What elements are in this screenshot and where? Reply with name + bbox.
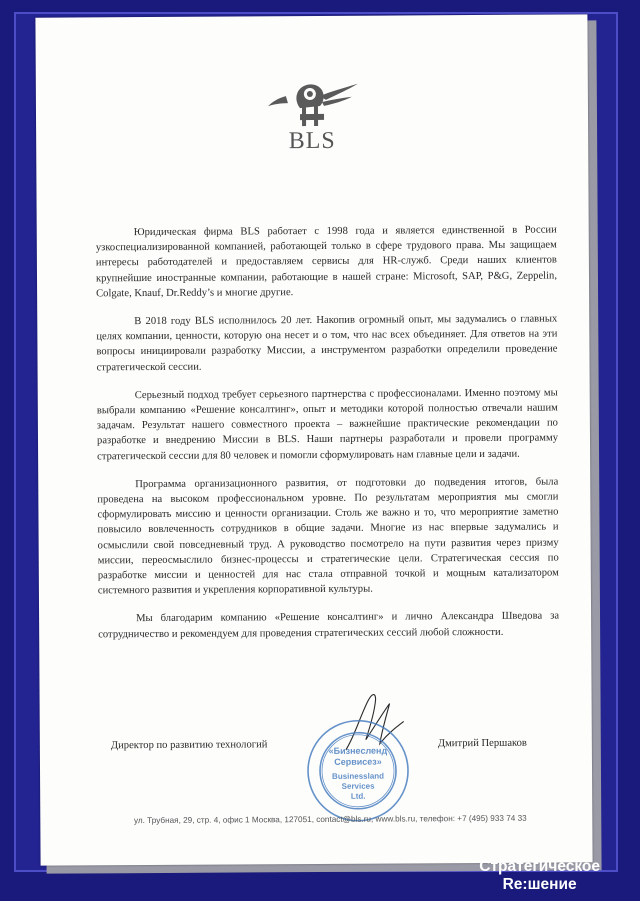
company-logo: [36, 76, 588, 156]
brand-line: Стратегическое: [479, 858, 600, 875]
brand-watermark: [479, 858, 600, 894]
letter-footer: ул. Трубная, 29, стр. 4, офис 1 Москва, 127051, contact@bls.ru, www.bls.ru, телефон: +7 (495) 933 74 33: [133, 813, 527, 826]
paragraph: Серьезный подход требует серьезного партнерства с профессионалами. Именно поэтому мы выбрали компанию «Решение консалтинг», опыт и методики которой полностью отвечали нашим задачам. Результат нашего совместного проекта – важнейшие практические рекомендации по разработке и внедрению Миссии в BLS. Наши партнеры разработали и провели программу стратегической сессии для 80 человек и помогли сформулировать нам главные цели и задачи.: [96, 387, 559, 462]
signer-title: Директор по развитию технологий: [110, 739, 268, 752]
stamp-line: Businessland: [332, 771, 385, 781]
paragraph: Мы благодарим компанию «Решение консалтинг» и лично Александра Шведова за сотрудничество и рекомендуем для проведения стратегических сессий любой сложности.: [98, 610, 560, 640]
signer-name: Дмитрий Першаков: [437, 737, 527, 750]
letter-page: [35, 14, 592, 865]
paragraph: Юридическая фирма BLS работает с 1998 года и является единственной в России узкоспециализированной компанией, работающей только в сфере трудового права. Мы защищаем интересы работодателей и предоставляем сервисы для HR-служб. Среди наших клиентов крупнейшие иностранные компании, работающие в нашей стране: Microsoft, SAP, P&G, Zeppelin, Colgate, Knauf, Dr.Reddy’s и многие другие.: [95, 224, 558, 300]
company-stamp: [303, 715, 414, 826]
letter-body: [96, 223, 560, 656]
stamp-line: Services: [341, 781, 375, 791]
logo-text: BLS: [288, 127, 336, 155]
stamp-line: Сервисез»: [334, 756, 382, 767]
brand-line: Re:шение: [502, 876, 577, 893]
stamp-line: «Бизнесленд: [328, 745, 388, 756]
winged-lion-icon: [264, 78, 360, 131]
stamp-line: Ltd.: [350, 791, 366, 801]
paragraph: Программа организационного развития, от подготовки до подведения итогов, была проведена на высоком профессиональном уровне. По результатам мероприятия мы смогли сформулировать миссию и ценности организации. Столь же важно и то, что мероприятие заметно повысило вовлеченность сотрудников в общие задачи. Многие из нас впервые задумались и осмыслили свой повседневный труд. А руководство посмотрело на пути развития через призму миссии, переосмыслило бизнес-процессы и стратегические цели. Стратегическая сессия по разработке миссии и ценностей для нас стала отправной точкой и мощным катализатором системного развития и укрепления корпоративной культуры.: [97, 476, 559, 597]
paragraph: В 2018 году BLS исполнилось 20 лет. Накопив огромный опыт, мы задумались о главных целях компании, ценности, которую она несет и о том, что нас всех объединяет. Для ответов на эти вопросы инициировали разработку Миссии, а инструментом разработки определили проведение стратегической сессии.: [96, 313, 558, 373]
